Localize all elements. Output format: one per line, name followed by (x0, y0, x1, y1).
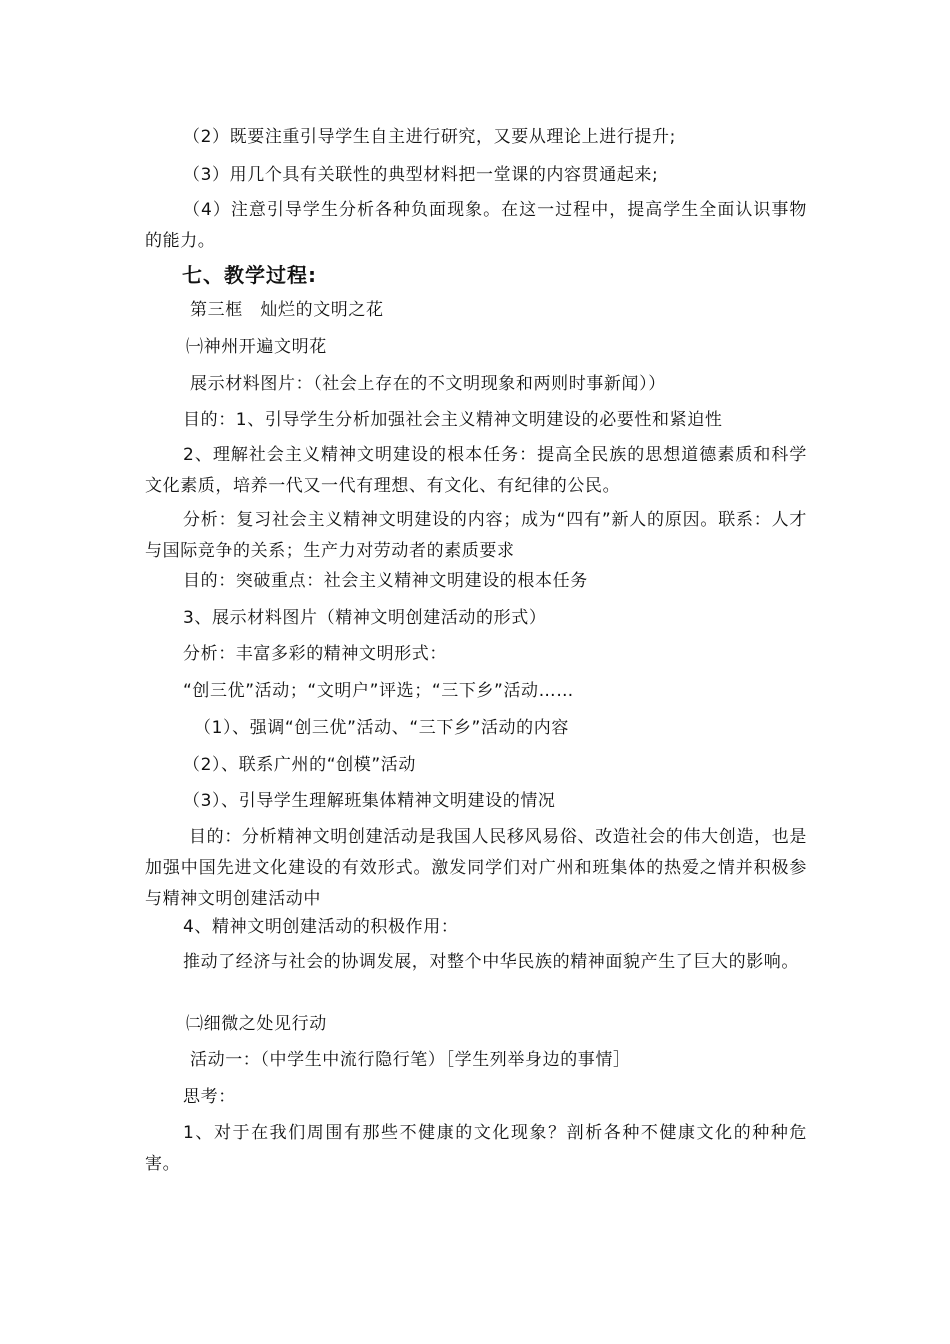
paragraph-think: 思考： (183, 1087, 236, 1107)
paragraph-activities-list: “创三优”活动；“文明户”评选；“三下乡”活动…… (183, 681, 574, 701)
paragraph-question-1: 1、对于在我们周围有那些不健康的文化现象？剖析各种不健康文化的种种危害。 (145, 1123, 807, 1174)
paragraph-subheading-2: ㈡细微之处见行动 (186, 1014, 327, 1034)
paragraph-positive-effect: 4、精神文明创建活动的积极作用： (183, 917, 459, 937)
paragraph-activity-1: 活动一：（中学生中流行隐行笔）［学生列举身边的事情］ (190, 1050, 631, 1070)
paragraph-show-material-1: 展示材料图片：（社会上存在的不文明现象和两则时事新闻）） (190, 374, 666, 394)
paragraph-method-3: （3）用几个具有关联性的典型材料把一堂课的内容贯通起来; (183, 165, 659, 185)
paragraph-purpose-3: 目的：分析精神文明创建活动是我国人民移风易俗、改造社会的伟大创造，也是加强中国先进文化建设的有效形式。激发同学们对广州和班集体的热爱之情并积极参与精神文明创建活动中 (145, 827, 807, 909)
paragraph-effect-detail: 推动了经济与社会的协调发展，对整个中华民族的精神面貌产生了巨大的影响。 (183, 952, 799, 972)
paragraph-point-2: （2）、联系广州的“创模”活动 (183, 755, 416, 775)
paragraph-analysis-2: 分析：丰富多彩的精神文明形式： (183, 644, 447, 664)
paragraph-analysis-1: 分析：复习社会主义精神文明建设的内容；成为“四有”新人的原因。联系：人才与国际竞争的关系；生产力对劳动者的素质要求 (145, 510, 807, 561)
paragraph-point-1: （1）、强调“创三优”活动、“三下乡”活动的内容 (194, 718, 569, 738)
paragraph-purpose-2: 目的：突破重点：社会主义精神文明建设的根本任务 (183, 571, 588, 591)
paragraph-show-material-3: 3、展示材料图片（精神文明创建活动的形式） (183, 608, 547, 628)
paragraph-method-4: （4）注意引导学生分析各种负面现象。在这一过程中，提高学生全面认识事物的能力。 (145, 200, 807, 251)
paragraph-method-2: （2）既要注重引导学生自主进行研究，又要从理论上进行提升; (183, 127, 676, 147)
paragraph-fundamental-task: 2、理解社会主义精神文明建设的根本任务：提高全民族的思想道德素质和科学文化素质，培养一代又一代有理想、有文化、有纪律的公民。 (145, 445, 807, 496)
paragraph-frame-title: 第三框 灿烂的文明之花 (190, 300, 384, 320)
paragraph-subheading-1: ㈠神州开遍文明花 (186, 337, 327, 357)
paragraph-point-3: （3）、引导学生理解班集体精神文明建设的情况 (183, 791, 556, 811)
section-heading-teaching-process: 七、教学过程: (182, 263, 317, 287)
paragraph-purpose-1: 目的：1、引导学生分析加强社会主义精神文明建设的必要性和紧迫性 (183, 410, 723, 430)
